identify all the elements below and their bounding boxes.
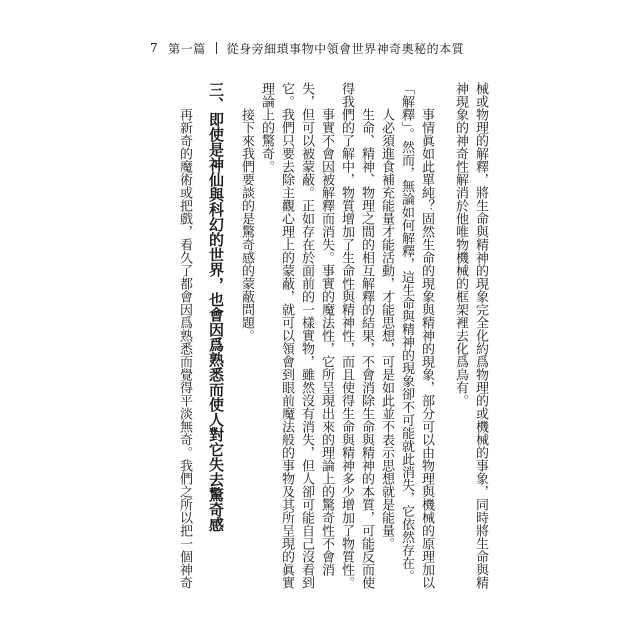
text-column: 接下來我們要談的是驚奇感的蒙蔽問題。 [239, 108, 254, 342]
page-number: 7 [150, 41, 159, 55]
vertical-text-body [150, 82, 490, 612]
running-title: 從身旁細瑣事物中領會世界神奇奧秘的本質 [226, 41, 465, 56]
section-heading: 三、即使是神仙與科幻的世界，也會因爲熟悉而使人對它失去驚奇感 [207, 82, 225, 532]
text-column: 事實不會因被解釋而消失。事實的魔法性，它所呈現出來的理論上的驚奇性不會消 [319, 108, 334, 576]
text-column: 生命、精神、物理之間的相互解釋的結果，不會消除生命與精神的本質，可能反而使 [359, 108, 374, 589]
running-header [150, 38, 464, 58]
text-column: 再新奇的魔術或把戲，看久了都會因爲熟悉而覺得平淡無奇。我們之所以把一個神奇 [177, 108, 192, 589]
text-column: 「解釋」。然而，無論如何解釋，這生命與精神的現象卻不可能就此消失，它依然存在。 [399, 82, 414, 583]
column-gap [436, 82, 450, 612]
text-column: 得我們的了解中，物質增加了生命性與精神性，而且使得生命與精神多少增加了物質性。 [339, 82, 354, 589]
text-column: 它。我們只要去除主觀心理上的蒙蔽，就可以領會到眼前魔法般的事物及其所呈現的眞實 [279, 82, 294, 589]
text-column: 神現象的神奇性解消於他唯物機械的框架裡去化爲烏有。 [453, 82, 468, 407]
text-column: 械或物理的解釋，將生命與精神的現象完全化約爲物理的或機械的事象，同時將生命與精 [473, 82, 488, 589]
text-column: 失，但可以被蒙蔽。正如存在於面前的一樣實物，雖然沒有消失，但人卻可能自己沒看到 [299, 82, 314, 589]
header-divider [216, 42, 217, 54]
text-column: 理論上的驚奇。 [259, 82, 274, 173]
text-column: 人必須進食補充能量才能活動，才能思想，可是如此並不表示思想就是能量。 [379, 108, 394, 550]
column-gap [194, 82, 204, 612]
text-column: 事情眞如此單純？固然生命的現象與精神的現象，部分可以由物理與機械的原理加以 [419, 108, 434, 589]
column-gap [226, 82, 236, 612]
chapter-label: 第一篇 [168, 41, 206, 56]
